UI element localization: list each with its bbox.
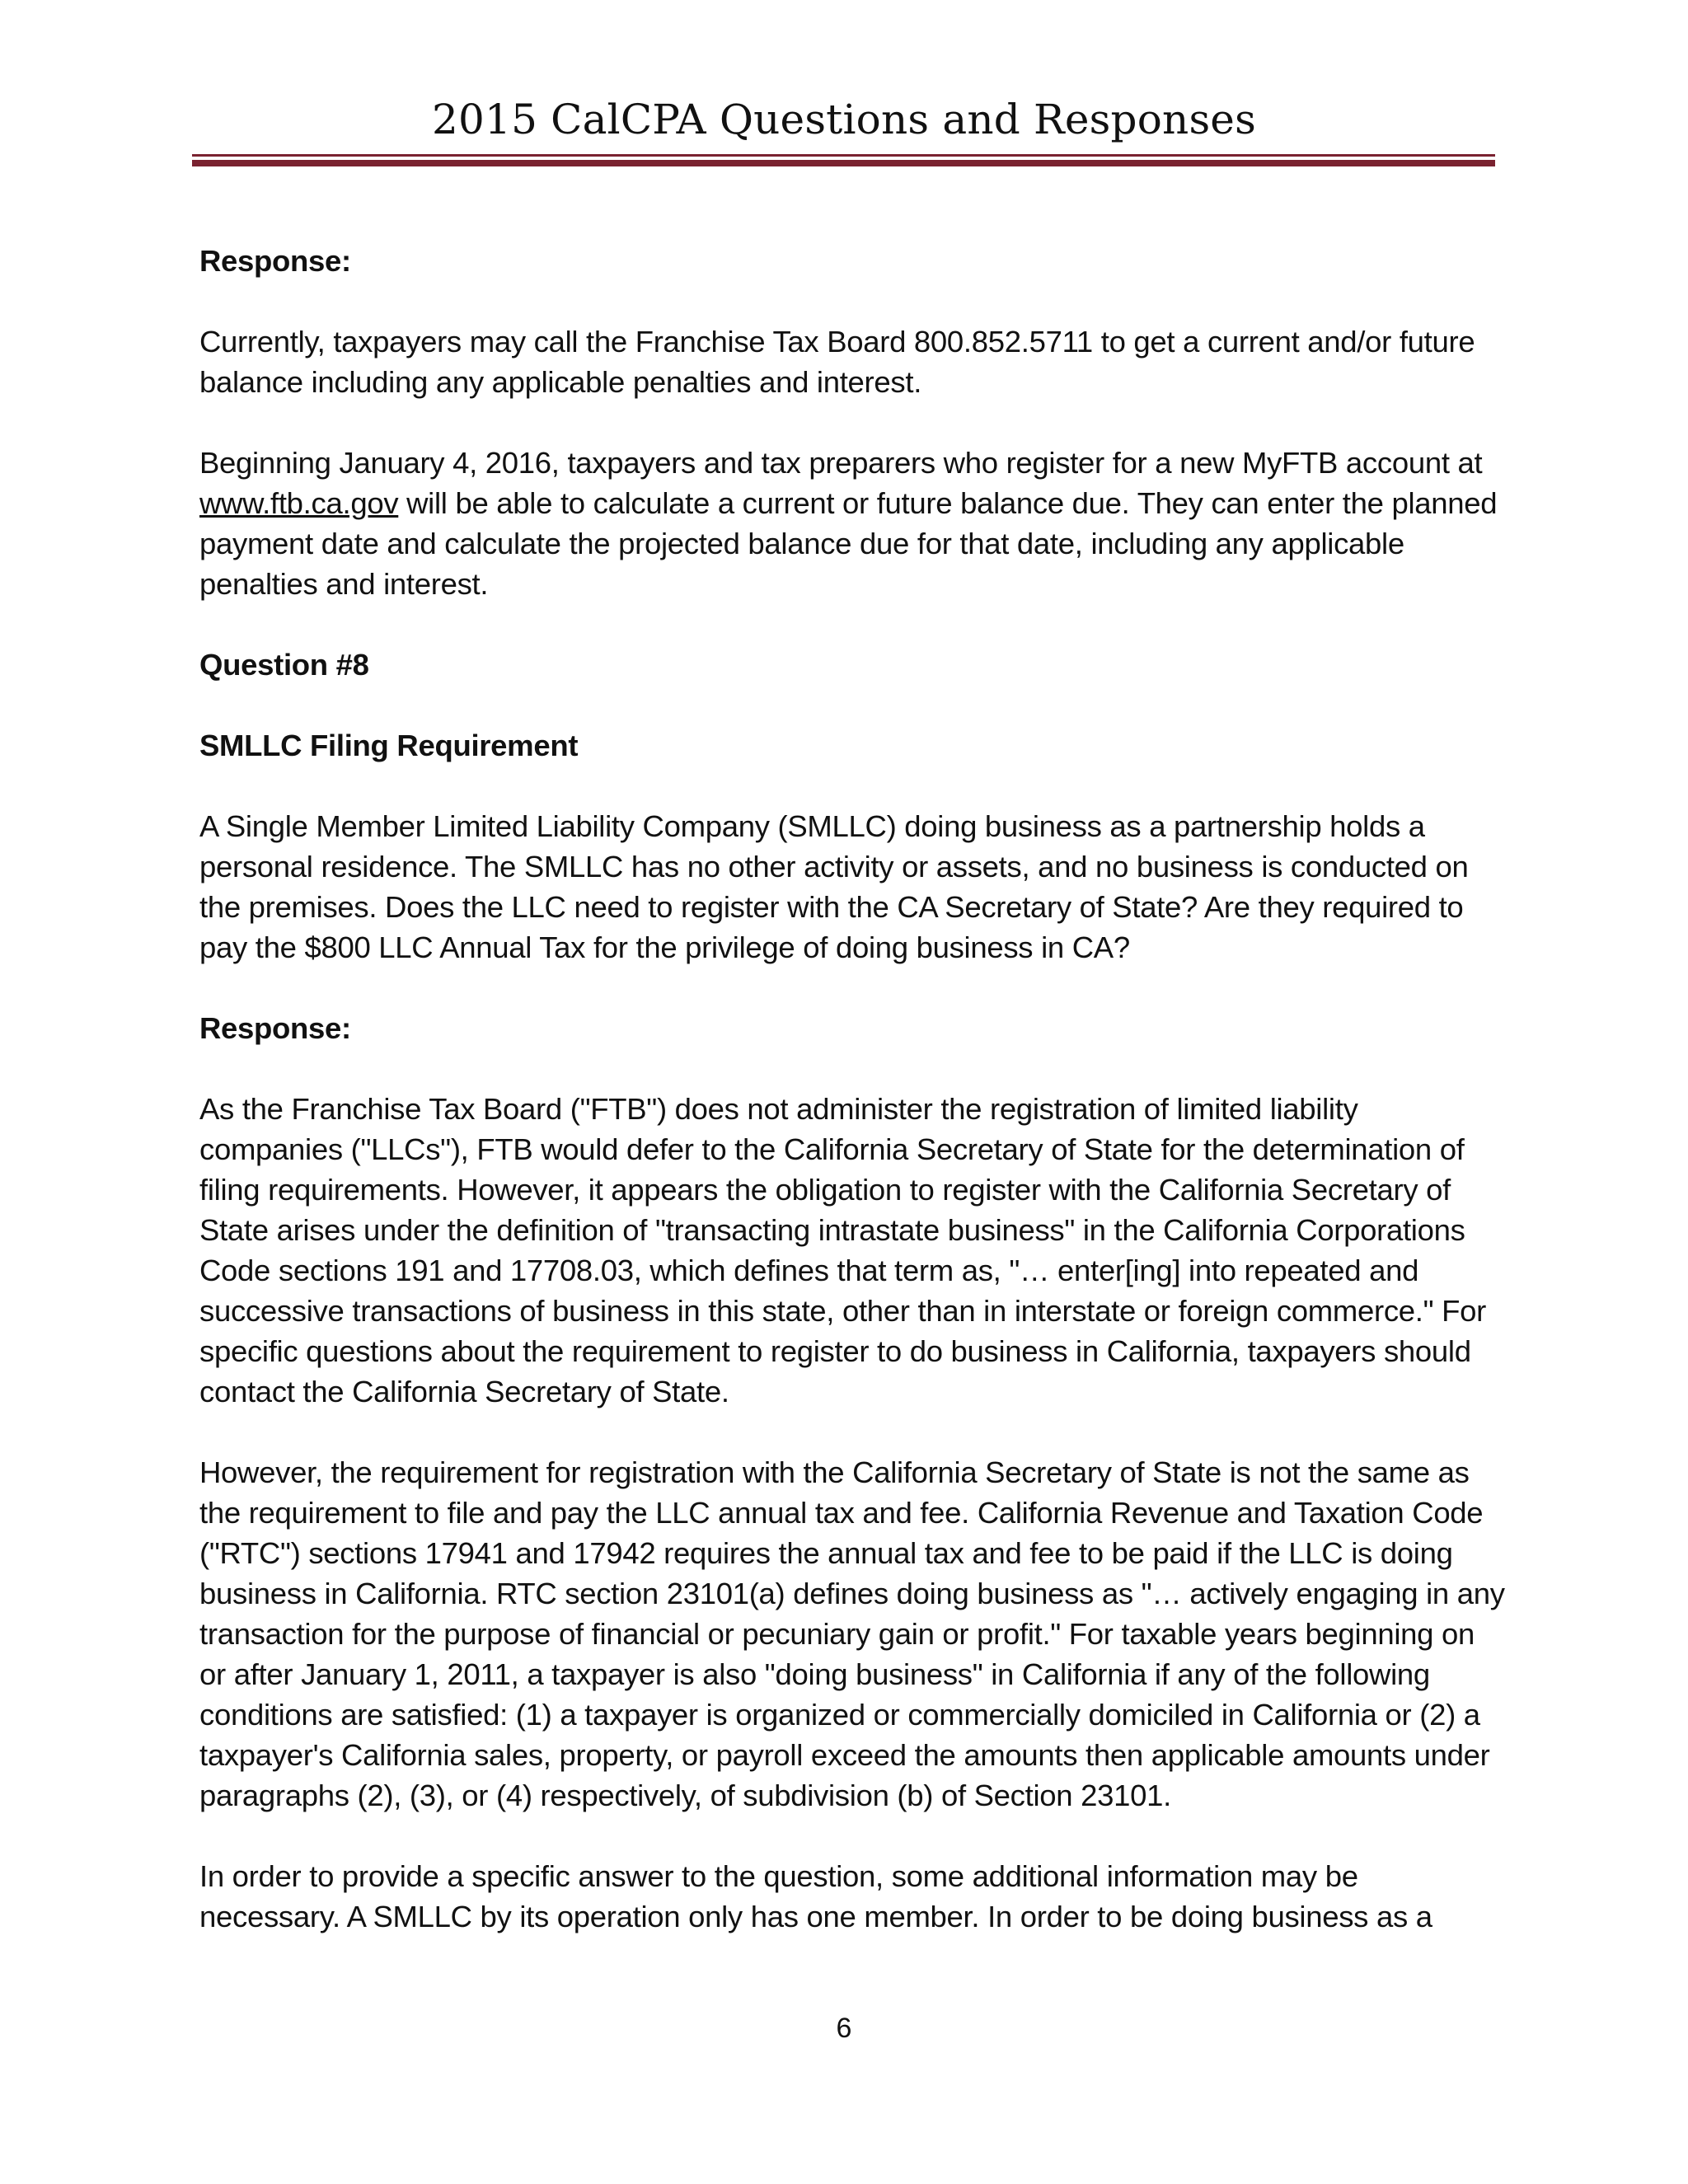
page-number: 6 xyxy=(836,2013,852,2044)
question-heading: Question #8 xyxy=(199,648,369,682)
paragraph-phone: Currently, taxpayers may call the Franchise Tax Board 800.852.5711 to get a current and/or future balance including any applicable penalties and interest. xyxy=(199,325,1475,399)
response-paragraph-2: However, the requirement for registration with the California Secretary of State is not the same as the requirement to file and pay the LLC annual tax and fee. California Revenue and Taxation Code ("RTC") sections 17941 and 17942 requires the annual tax and fee to be paid if the LLC is doing business in California. RTC section 23101(a) defines doing business as "… actively engaging in any transaction for the purpose of financial or pecuniary gain or profit." For taxable years beginning on or after January 1, 2011, a taxpayer is also "doing business" in California if any of the following conditions are satisfied: (1) a taxpayer is organized or commercially domiciled in California or (2) a taxpayer's California sales, property, or payroll exceed the amounts then applicable amounts under paragraphs (2), (3), or (4) respectively, of subdivision (b) of Section 23101. xyxy=(199,1455,1505,1812)
question-text: A Single Member Limited Liability Company (SMLLC) doing business as a partnership holds a personal residence. The SMLLC has no other activity or assets, and no business is conducted on the premises. Does the LLC need to register with the CA Secretary of State? Are they required to pay the $800 LLC Annual Tax for the privilege of doing business in CA? xyxy=(199,809,1469,964)
ftb-website-link[interactable]: www.ftb.ca.gov xyxy=(199,486,399,520)
response-heading: Response: xyxy=(199,244,351,278)
question-title: SMLLC Filing Requirement xyxy=(199,729,579,762)
header-rule-thick xyxy=(192,160,1495,166)
paragraph-myftb-text-1: Beginning January 4, 2016, taxpayers and tax preparers who register for a new MyFTB account at xyxy=(199,446,1483,480)
header-rule-thin xyxy=(192,154,1495,157)
response-heading-2: Response: xyxy=(199,1011,351,1045)
paragraph-myftb xyxy=(199,443,1506,604)
page-header-title: 2015 CalCPA Questions and Responses xyxy=(432,96,1256,143)
response-paragraph-1: As the Franchise Tax Board ("FTB") does not administer the registration of limited liability companies ("LLCs"), FTB would defer to the California Secretary of State for the determination of filing requirements. However, it appears the obligation to register with the California Secretary of State arises under the definition of "transacting intrastate business" in the California Corporations Code sections 191 and 17708.03, which defines that term as, "… enter[ing] into repeated and successive transactions of business in this state, other than in interstate or foreign commerce." For specific questions about the requirement to register to do business in California, taxpayers should contact the California Secretary of State. xyxy=(199,1092,1486,1408)
paragraph-myftb-text-2: will be able to calculate a current or future balance due. They can enter the planned payment date and calculate the projected balance due for that date, including any applicable penalties and interest. xyxy=(199,486,1498,601)
response-paragraph-3: In order to provide a specific answer to the question, some additional information may be necessary. A SMLLC by its operation only has one member. In order to be doing business as a xyxy=(199,1859,1432,1933)
document-body xyxy=(199,241,1506,1937)
